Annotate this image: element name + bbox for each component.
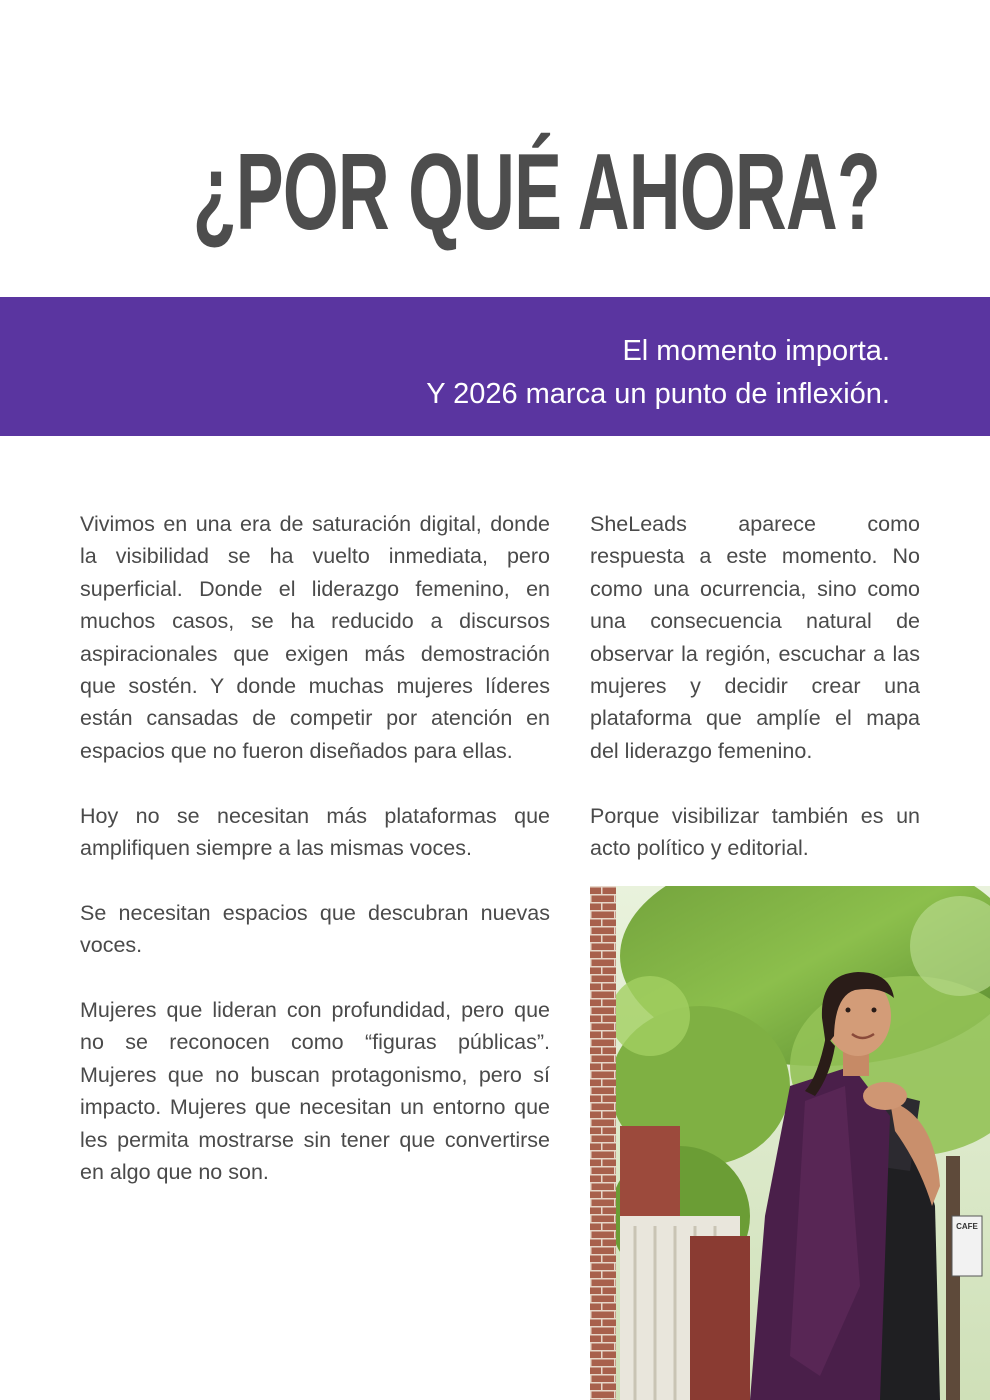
paragraph: Hoy no se necesitan más plataformas que amplifiquen siempre a las mismas voces. <box>80 803 550 861</box>
subtitle-band <box>0 297 990 436</box>
band-line-1: El momento importa. <box>622 335 890 367</box>
paragraph: Vivimos en una era de saturación digital, donde la visibilidad se ha vuelto inmediata, pero superficial. Donde el liderazgo femenino, en muchos casos, se ha reducido a discursos aspiracionales que exigen más demostración que sostén. Y donde muchas mujeres líderes están cansadas de competir por atención en espacios que no fueron diseñados para ellas. <box>80 512 550 763</box>
paragraph: SheLeads aparece como respuesta a este momento. No como una ocurrencia, sino como una consecuencia natural de observar la región, escuchar a las mujeres y decidir crear una plataforma que amplíe el mapa del liderazgo femenino. <box>590 512 920 763</box>
paragraph: Se necesitan espacios que descubran nuevas voces. <box>80 900 550 958</box>
woman-portrait-photo <box>590 886 990 1400</box>
page-title: ¿POR QUÉ AHORA? <box>192 132 881 253</box>
paragraph: Porque visibilizar también es un acto político y editorial. <box>590 803 920 861</box>
paragraph: Mujeres que lideran con profundidad, pero que no se reconocen como “figuras públicas”. Mujeres que no buscan protagonismo, pero sí impacto. Mujeres que necesitan un entorno que les permita mostrarse sin tener que convertirse en algo que no son. <box>80 998 550 1185</box>
band-line-2: Y 2026 marca un punto de inflexión. <box>426 378 890 410</box>
right-text-column <box>590 508 920 897</box>
sign-text: CAFE <box>956 1222 978 1231</box>
left-text-column <box>80 508 550 1221</box>
photo-illustration <box>590 886 990 1400</box>
